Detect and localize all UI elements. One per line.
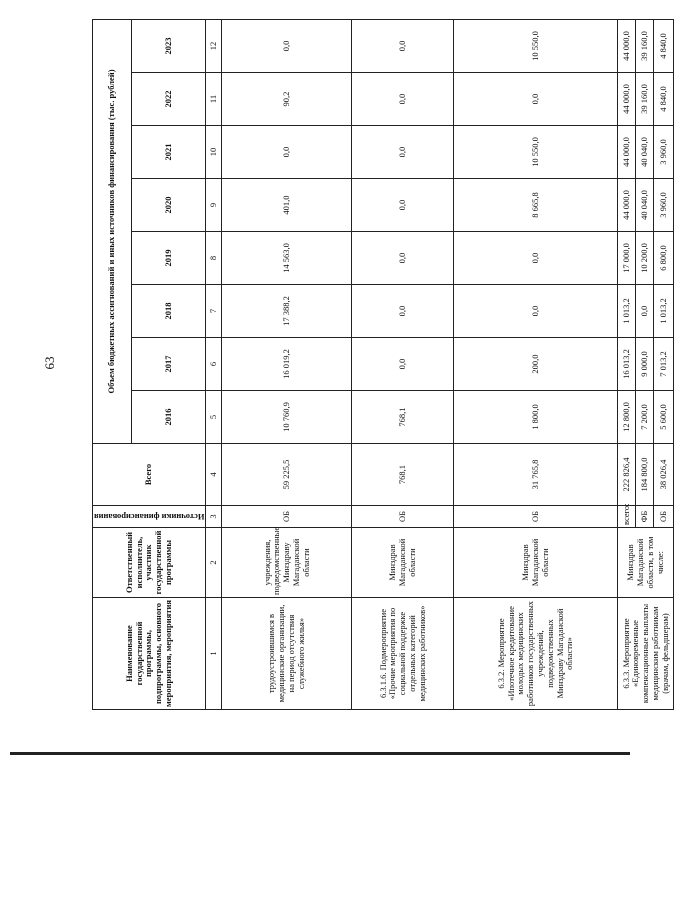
- header-total: Всего: [93, 444, 206, 506]
- row-value: 9 000,0: [636, 338, 654, 391]
- row-value: 5 600,0: [654, 391, 674, 444]
- row-name: 6.3.1.6. Подмероприятие «Прочие мероприятия по социальной поддержке отдельных категорий медицинских работников»: [352, 598, 454, 710]
- header-year: 2021: [132, 126, 206, 179]
- row-value: 40 040,0: [636, 126, 654, 179]
- column-number: 9: [206, 179, 222, 232]
- row-total: 222 826,4: [618, 444, 636, 506]
- row-value: 6 800,0: [654, 232, 674, 285]
- row-value: 0,0: [352, 19, 454, 72]
- header-group: Объем бюджетных ассигнований и иных источников финансирования (тыс. рублей): [93, 19, 132, 443]
- row-value: 401,0: [222, 179, 352, 232]
- row-value: 10 550,0: [454, 19, 618, 72]
- table-row: [618, 19, 636, 709]
- row-executor: Минздрав Магаданской области: [454, 528, 618, 598]
- bottom-divider: [10, 752, 630, 755]
- header-source: [93, 506, 206, 528]
- row-value: 44 000,0: [618, 73, 636, 126]
- row-value: 17 388,2: [222, 285, 352, 338]
- row-value: 16 019,2: [222, 338, 352, 391]
- header-year: 2018: [132, 285, 206, 338]
- table-row: [352, 19, 454, 709]
- row-source: всего:: [618, 506, 636, 528]
- column-number: 3: [206, 506, 222, 528]
- row-value: 3 960,0: [654, 179, 674, 232]
- header-year: 2020: [132, 179, 206, 232]
- row-value: 768,1: [352, 391, 454, 444]
- row-value: 1 800,0: [454, 391, 618, 444]
- header-row-1: [93, 19, 132, 709]
- row-total: 38 026,4: [654, 444, 674, 506]
- header-source-label: Источники финансирования: [94, 512, 205, 523]
- row-value: 0,0: [222, 126, 352, 179]
- row-value: 1 013,2: [654, 285, 674, 338]
- row-value: 4 840,0: [654, 73, 674, 126]
- column-number: 7: [206, 285, 222, 338]
- row-executor: Минздрав Магаданской области: [352, 528, 454, 598]
- row-total: 31 765,8: [454, 444, 618, 506]
- column-number: 10: [206, 126, 222, 179]
- row-value: 0,0: [222, 19, 352, 72]
- row-value: 0,0: [454, 285, 618, 338]
- row-value: 0,0: [352, 285, 454, 338]
- row-executor: учреждения, подведомственные Минздраву Магаданской области: [222, 528, 352, 598]
- column-number: 2: [206, 528, 222, 598]
- row-value: 1 013,2: [618, 285, 636, 338]
- row-total: 184 800,0: [636, 444, 654, 506]
- row-executor: Минздрав Магаданской области, в том числе:: [618, 528, 674, 598]
- column-number: 8: [206, 232, 222, 285]
- row-name: 6.3.2. Мероприятие «Ипотечное кредитование молодых медицинских работников государственных учреждений, подведомственных Минздраву Магаданской области»: [454, 598, 618, 710]
- row-total: 768,1: [352, 444, 454, 506]
- row-name: 6.3.3. Мероприятие «Единовременные компенсационные выплаты медицинским работникам (врачам, фельдшерам): [618, 598, 674, 710]
- row-value: 0,0: [352, 179, 454, 232]
- row-source: ОБ: [454, 506, 618, 528]
- row-value: 10 550,0: [454, 126, 618, 179]
- row-value: 0,0: [352, 232, 454, 285]
- row-value: 0,0: [352, 126, 454, 179]
- header-year: 2016: [132, 391, 206, 444]
- header-year: 2022: [132, 73, 206, 126]
- header-year: 2023: [132, 19, 206, 72]
- row-value: 7 013,2: [654, 338, 674, 391]
- header-executor: Ответственный исполнитель, участник государственной программы: [93, 528, 206, 598]
- row-value: 14 563,0: [222, 232, 352, 285]
- column-number: 1: [206, 598, 222, 710]
- row-value: 0,0: [454, 232, 618, 285]
- row-source: ОБ: [352, 506, 454, 528]
- budget-table-rotated: [92, 20, 670, 710]
- column-number-row: [206, 19, 222, 709]
- column-number: 5: [206, 391, 222, 444]
- row-value: 40 040,0: [636, 179, 654, 232]
- header-year: 2019: [132, 232, 206, 285]
- header-name: Наименование государственной программы, подпрограммы, основного мероприятия, мероприятия: [93, 598, 206, 710]
- row-value: 16 013,2: [618, 338, 636, 391]
- page-number: 63: [42, 356, 57, 370]
- row-source: ФБ: [636, 506, 654, 528]
- row-value: 0,0: [352, 338, 454, 391]
- row-value: 3 960,0: [654, 126, 674, 179]
- row-value: 44 000,0: [618, 126, 636, 179]
- row-source: ОБ: [222, 506, 352, 528]
- row-source: ОБ: [654, 506, 674, 528]
- row-value: 4 840,0: [654, 19, 674, 72]
- column-number: 12: [206, 19, 222, 72]
- row-value: 0,0: [454, 73, 618, 126]
- column-number: 11: [206, 73, 222, 126]
- table-row: [454, 19, 618, 709]
- row-value: 17 000,0: [618, 232, 636, 285]
- row-value: 10 760,9: [222, 391, 352, 444]
- row-total: 59 225,5: [222, 444, 352, 506]
- column-number: 4: [206, 444, 222, 506]
- row-value: 0,0: [352, 73, 454, 126]
- row-value: 39 160,0: [636, 73, 654, 126]
- row-value: 8 665,8: [454, 179, 618, 232]
- row-value: 39 160,0: [636, 19, 654, 72]
- budget-table: [92, 19, 674, 710]
- table-row: [222, 19, 352, 709]
- row-name: трудоустроившимся в медицинские организации, на период отсутствия служебного жилья»: [222, 598, 352, 710]
- row-value: 0,0: [636, 285, 654, 338]
- header-year: 2017: [132, 338, 206, 391]
- row-value: 200,0: [454, 338, 618, 391]
- row-value: 12 800,0: [618, 391, 636, 444]
- row-value: 44 000,0: [618, 179, 636, 232]
- column-number: 6: [206, 338, 222, 391]
- row-value: 44 000,0: [618, 19, 636, 72]
- row-value: 10 200,0: [636, 232, 654, 285]
- row-value: 90,2: [222, 73, 352, 126]
- row-value: 7 200,0: [636, 391, 654, 444]
